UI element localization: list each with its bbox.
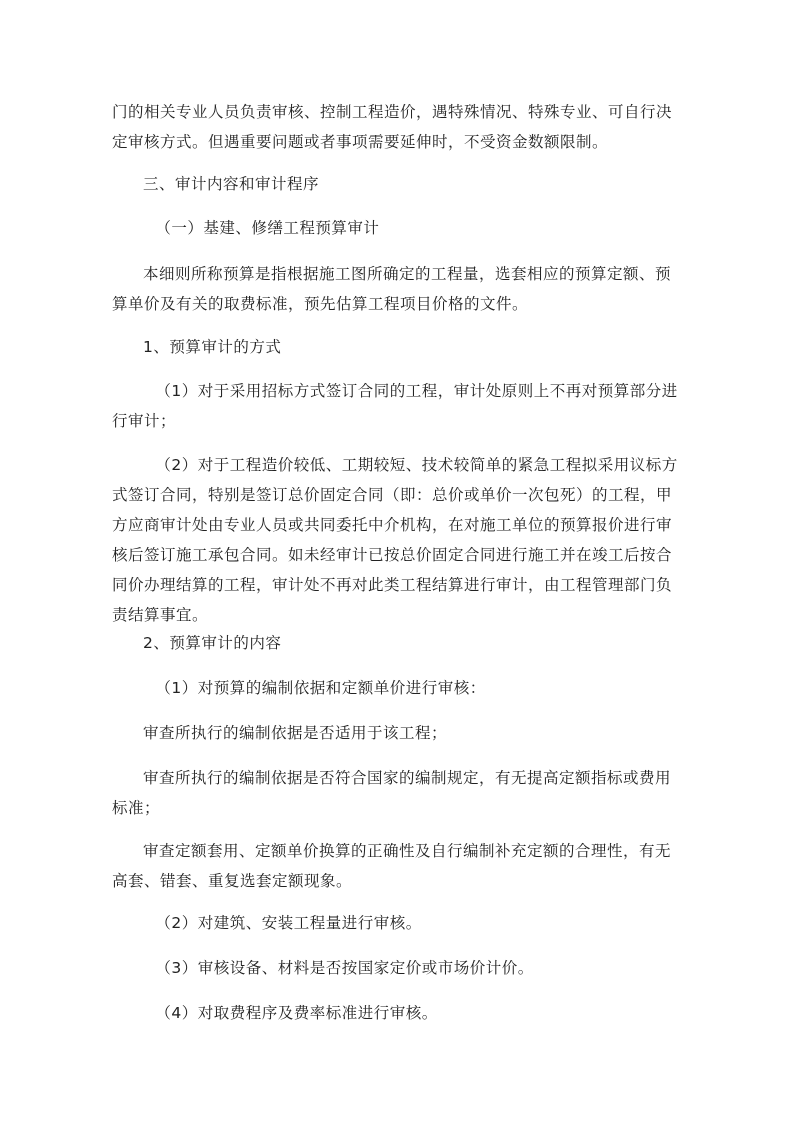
item-2-4: （4）对取费程序及费率标准进行审核。	[155, 1004, 438, 1022]
item-1-2: （2）对于工程造价较低、工期较短、技术较简单的紧急工程拟采用议标方式签订合同，特别是签订总价固定合同（即：总价或单价一次包死）的工程，甲方应商审计处由专业人员或共同委托中介机构，在对施工单位的预算报价进行审核后签订施工承包合同。如未经审计已按总价固定合同进行施工并在竣工后按合同价办理结算的工程，审计处不再对此类工程结算进行审计，由工程管理部门负责结算事宜。	[112, 456, 678, 624]
item-heading-1: 1、预算审计的方式	[143, 338, 282, 356]
review-line-3: 审查定额套用、定额单价换算的正确性及自行编制补充定额的合理性，有无高套、错套、重复选套定额现象。	[112, 842, 672, 890]
review-line-2: 审查所执行的编制依据是否符合国家的编制规定，有无提高定额指标或费用标准；	[112, 769, 672, 817]
section-heading-3: 三、审计内容和审计程序	[143, 175, 320, 193]
item-1-1: （1）对于采用招标方式签订合同的工程，审计处原则上不再对预算部分进行审计；	[112, 382, 678, 430]
review-line-1: 审查所执行的编制依据是否适用于该工程；	[143, 724, 448, 742]
item-2-3: （3）审核设备、材料是否按国家定价或市场价计价。	[155, 959, 534, 977]
item-2-1: （1）对预算的编制依据和定额单价进行审核：	[155, 679, 486, 697]
item-2-2: （2）对建筑、安装工程量进行审核。	[155, 914, 422, 932]
paragraph-budget-definition: 本细则所称预算是指根据施工图所确定的工程量，选套相应的预算定额、预算单价及有关的取费标准，预先估算工程项目价格的文件。	[112, 265, 672, 313]
paragraph-continuation: 门的相关专业人员负责审核、控制工程造价，遇特殊情况、特殊专业、可自行决定审核方式。但遇重要问题或者事项需要延伸时，不受资金数额限制。	[112, 103, 673, 151]
item-heading-2: 2、预算审计的内容	[143, 634, 282, 652]
subsection-heading-1: （一）基建、修缮工程预算审计	[155, 219, 380, 237]
